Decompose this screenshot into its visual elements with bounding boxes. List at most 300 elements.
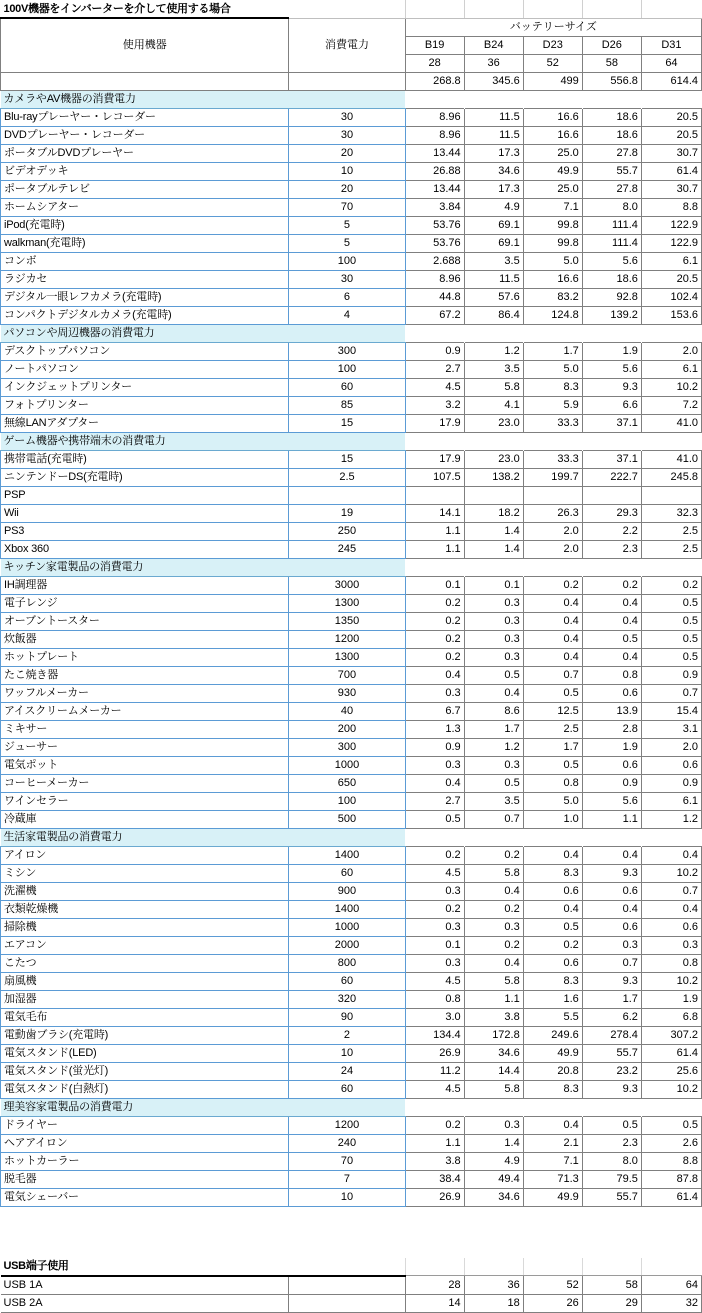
runtime-value: 8.6 [464,702,523,720]
section-header-value-spacer [641,324,701,342]
runtime-value: 8.96 [405,270,464,288]
runtime-value: 38.4 [405,1170,464,1188]
runtime-value: 3.1 [641,720,701,738]
runtime-value: 0.3 [464,630,523,648]
runtime-value: 55.7 [582,1188,641,1206]
runtime-value: 34.6 [464,162,523,180]
runtime-value: 0.3 [405,954,464,972]
runtime-value: 69.1 [464,234,523,252]
runtime-value: 138.2 [464,468,523,486]
section-header-value-spacer [464,90,523,108]
usb-runtime-value: 52 [523,1276,582,1295]
runtime-value: 6.1 [641,360,701,378]
runtime-value: 0.5 [641,648,701,666]
runtime-value: 107.5 [405,468,464,486]
section-header-value-spacer [582,90,641,108]
section-header-spacer [289,432,405,450]
runtime-value: 0.4 [405,774,464,792]
device-name: Xbox 360 [1,540,289,558]
runtime-value: 0.4 [523,900,582,918]
table-row [1,306,702,324]
runtime-value: 17.3 [464,180,523,198]
runtime-value: 17.3 [464,144,523,162]
device-power: 100 [289,252,405,270]
runtime-value: 5.9 [523,396,582,414]
usb-runtime-value: 28 [405,1276,464,1295]
device-name: 電気毛布 [1,1008,289,1026]
header-battery-amp: 64 [641,54,701,72]
header-battery-code: D31 [641,36,701,54]
device-name: PS3 [1,522,289,540]
runtime-value: 23.0 [464,450,523,468]
device-power: 100 [289,792,405,810]
table-row [1,918,702,936]
table-row [1,576,702,594]
blank-cell [405,1206,464,1224]
runtime-value: 0.2 [464,900,523,918]
table-row [1,648,702,666]
runtime-value: 79.5 [582,1170,641,1188]
runtime-value: 29.3 [582,504,641,522]
runtime-value: 124.8 [523,306,582,324]
runtime-value: 0.6 [641,918,701,936]
table-row [1,432,702,450]
title-spacer-cell [405,0,464,18]
runtime-value: 6.2 [582,1008,641,1026]
runtime-value: 0.2 [405,594,464,612]
runtime-value: 3.8 [464,1008,523,1026]
runtime-value: 0.4 [582,594,641,612]
runtime-value: 1.2 [464,738,523,756]
runtime-value: 13.44 [405,144,464,162]
device-power: 5 [289,234,405,252]
section-header-spacer [289,828,405,846]
runtime-value: 6.8 [641,1008,701,1026]
section-header-value-spacer [641,90,701,108]
runtime-value: 5.0 [523,252,582,270]
table-row [1,396,702,414]
runtime-value: 1.2 [641,810,701,828]
device-power: 20 [289,144,405,162]
runtime-value: 0.3 [405,684,464,702]
device-name: コンボ [1,252,289,270]
table-row [1,216,702,234]
runtime-value: 1.1 [405,522,464,540]
runtime-value: 0.4 [523,594,582,612]
device-power: 30 [289,270,405,288]
section-header-spacer [289,324,405,342]
section-header: キッチン家電製品の消費電力 [1,558,289,576]
runtime-value: 1.4 [464,540,523,558]
runtime-value: 1.4 [464,522,523,540]
runtime-value: 0.2 [582,576,641,594]
runtime-value: 33.3 [523,414,582,432]
usb-runtime-value: 14 [405,1294,464,1312]
runtime-value: 4.5 [405,972,464,990]
table-row [1,810,702,828]
runtime-value: 0.2 [641,576,701,594]
runtime-value: 12.5 [523,702,582,720]
device-power: 70 [289,198,405,216]
device-power: 10 [289,1044,405,1062]
runtime-value: 249.6 [523,1026,582,1044]
runtime-value: 23.2 [582,1062,641,1080]
device-name: ミシン [1,864,289,882]
runtime-value: 26.9 [405,1044,464,1062]
device-name: Blu-rayプレーヤー・レコーダー [1,108,289,126]
runtime-value [582,486,641,504]
device-power: 2.5 [289,468,405,486]
runtime-value: 0.8 [405,990,464,1008]
device-name: アイスクリームメーカー [1,702,289,720]
device-name: ワッフルメーカー [1,684,289,702]
table-row [1,1116,702,1134]
device-power: 60 [289,1080,405,1098]
runtime-value: 0.5 [641,630,701,648]
table-row [1,774,702,792]
runtime-value: 2.1 [523,1134,582,1152]
table-row [1,1170,702,1188]
device-name: 衣類乾燥機 [1,900,289,918]
runtime-value: 0.2 [405,846,464,864]
table-row [1,846,702,864]
usb-title-value-spacer [582,1258,641,1276]
runtime-value: 0.4 [582,648,641,666]
header-battery-capacity: 268.8 [405,72,464,90]
table-row [1,1152,702,1170]
device-name: 電気スタンド(白熱灯) [1,1080,289,1098]
runtime-value: 2.3 [582,1134,641,1152]
table-row [1,1224,702,1241]
runtime-value: 2.7 [405,360,464,378]
runtime-value: 0.3 [464,756,523,774]
device-name: オーブントースター [1,612,289,630]
section-header-spacer [289,558,405,576]
runtime-value: 7.1 [523,1152,582,1170]
runtime-value: 0.1 [464,576,523,594]
runtime-value: 30.7 [641,180,701,198]
runtime-value: 27.8 [582,180,641,198]
runtime-value: 23.0 [464,414,523,432]
runtime-value: 0.7 [641,684,701,702]
table-row [1,684,702,702]
device-power: 10 [289,162,405,180]
table-row [1,864,702,882]
table-row [1,666,702,684]
table-row [1,1241,702,1258]
usb-runtime-value: 58 [582,1276,641,1295]
section-header-value-spacer [582,1098,641,1116]
device-power: 15 [289,414,405,432]
device-power: 1350 [289,612,405,630]
runtime-value: 0.2 [405,1116,464,1134]
device-name: ドライヤー [1,1116,289,1134]
device-name: 炊飯器 [1,630,289,648]
runtime-value: 86.4 [464,306,523,324]
runtime-value: 37.1 [582,450,641,468]
runtime-value: 0.6 [523,882,582,900]
runtime-value: 9.3 [582,378,641,396]
table-row [1,900,702,918]
runtime-value: 37.1 [582,414,641,432]
runtime-value: 0.9 [641,774,701,792]
runtime-value: 4.9 [464,1152,523,1170]
runtime-value: 0.2 [523,936,582,954]
device-name: 携帯電話(充電時) [1,450,289,468]
runtime-value: 10.2 [641,864,701,882]
runtime-value: 61.4 [641,1044,701,1062]
table-row [1,1062,702,1080]
section-header: パソコンや周辺機器の消費電力 [1,324,289,342]
runtime-value: 1.1 [464,990,523,1008]
header-battery-code: D23 [523,36,582,54]
runtime-value: 278.4 [582,1026,641,1044]
runtime-value: 0.4 [464,882,523,900]
runtime-value: 1.7 [464,720,523,738]
runtime-value: 6.7 [405,702,464,720]
runtime-value: 0.9 [405,738,464,756]
runtime-value: 99.8 [523,216,582,234]
device-power: 90 [289,1008,405,1026]
table-row [1,18,702,36]
runtime-value: 3.5 [464,360,523,378]
runtime-value: 1.1 [405,540,464,558]
runtime-value: 13.44 [405,180,464,198]
device-power: 300 [289,738,405,756]
runtime-value: 5.0 [523,792,582,810]
runtime-value: 111.4 [582,234,641,252]
table-row [1,468,702,486]
runtime-value: 0.8 [582,666,641,684]
title-spacer-cell [523,0,582,18]
runtime-value: 49.9 [523,1044,582,1062]
table-row [1,558,702,576]
device-name: PSP [1,486,289,504]
runtime-value: 0.4 [523,1116,582,1134]
runtime-value: 0.5 [523,918,582,936]
section-header-value-spacer [405,324,464,342]
table-row [1,540,702,558]
device-power: 1000 [289,918,405,936]
runtime-value: 15.4 [641,702,701,720]
device-power: 930 [289,684,405,702]
runtime-value: 134.4 [405,1026,464,1044]
runtime-value: 26.9 [405,1188,464,1206]
runtime-value: 20.5 [641,108,701,126]
device-power: 900 [289,882,405,900]
table-row [1,342,702,360]
runtime-value: 0.3 [582,936,641,954]
runtime-value: 0.7 [464,810,523,828]
runtime-value: 0.2 [523,576,582,594]
runtime-value: 2.0 [523,522,582,540]
header-power-label: 消費電力 [289,18,405,72]
table-row [1,972,702,990]
blank-cell [1,1241,289,1258]
runtime-value: 0.9 [405,342,464,360]
table-row [1,990,702,1008]
runtime-value: 0.6 [582,756,641,774]
runtime-value: 1.2 [464,342,523,360]
runtime-value: 16.6 [523,126,582,144]
table-row [1,738,702,756]
runtime-value: 0.6 [523,954,582,972]
blank-cell [289,1241,405,1258]
usb-device-power [289,1294,405,1312]
table-row [1,720,702,738]
device-power: 70 [289,1152,405,1170]
runtime-value: 3.84 [405,198,464,216]
table-row [1,1026,702,1044]
device-name: ホットプレート [1,648,289,666]
runtime-value: 1.7 [582,990,641,1008]
runtime-value: 69.1 [464,216,523,234]
runtime-value: 0.5 [405,810,464,828]
runtime-value: 2.8 [582,720,641,738]
runtime-value: 20.5 [641,270,701,288]
blank-cell [523,1241,582,1258]
header-battery-amp: 28 [405,54,464,72]
device-name: ラジカセ [1,270,289,288]
header-battery-code: B24 [464,36,523,54]
runtime-value: 0.4 [641,846,701,864]
runtime-value: 0.6 [582,918,641,936]
section-header-value-spacer [523,324,582,342]
device-name: ポータブルテレビ [1,180,289,198]
runtime-value: 11.2 [405,1062,464,1080]
device-name: エアコン [1,936,289,954]
table-row [1,162,702,180]
device-name: 加湿器 [1,990,289,1008]
blank-cell [289,1206,405,1224]
device-name: 電動歯ブラシ(充電時) [1,1026,289,1044]
device-name: デスクトップパソコン [1,342,289,360]
runtime-value: 172.8 [464,1026,523,1044]
usb-device-power [289,1276,405,1295]
runtime-value: 0.3 [464,594,523,612]
blank-cell [641,1206,701,1224]
runtime-value: 5.6 [582,360,641,378]
runtime-value: 16.6 [523,270,582,288]
usb-runtime-value: 32 [641,1294,701,1312]
runtime-value: 8.3 [523,864,582,882]
usb-runtime-value: 26 [523,1294,582,1312]
runtime-value: 99.8 [523,234,582,252]
runtime-value: 6.1 [641,792,701,810]
header-battery-amp: 36 [464,54,523,72]
section-header-value-spacer [523,90,582,108]
runtime-value: 8.8 [641,1152,701,1170]
device-name: デジタル一眼レフカメラ(充電時) [1,288,289,306]
device-power: 1400 [289,900,405,918]
table-row [1,0,702,18]
runtime-value: 3.8 [405,1152,464,1170]
runtime-value: 0.4 [405,666,464,684]
device-power: 1300 [289,648,405,666]
device-power: 650 [289,774,405,792]
header-battery-capacity: 345.6 [464,72,523,90]
table-row [1,1134,702,1152]
runtime-value: 0.9 [641,666,701,684]
table-row [1,882,702,900]
runtime-value: 10.2 [641,378,701,396]
device-name: コーヒーメーカー [1,774,289,792]
blank-cell [464,1206,523,1224]
section-header-spacer [289,1098,405,1116]
runtime-value: 55.7 [582,162,641,180]
table-row [1,1080,702,1098]
runtime-value: 11.5 [464,108,523,126]
section-header-value-spacer [523,558,582,576]
runtime-value: 0.3 [405,882,464,900]
device-power: 2000 [289,936,405,954]
runtime-value: 0.5 [582,1116,641,1134]
device-power: 200 [289,720,405,738]
usb-runtime-value: 29 [582,1294,641,1312]
runtime-value: 2.5 [523,720,582,738]
blank-cell [582,1241,641,1258]
runtime-value: 0.8 [641,954,701,972]
section-header-value-spacer [582,324,641,342]
runtime-value: 0.1 [405,576,464,594]
runtime-value: 92.8 [582,288,641,306]
runtime-value: 4.5 [405,1080,464,1098]
runtime-value: 153.6 [641,306,701,324]
section-header-value-spacer [464,1098,523,1116]
table-row [1,1008,702,1026]
runtime-value: 0.3 [464,1116,523,1134]
runtime-value: 25.0 [523,144,582,162]
section-header-value-spacer [641,558,701,576]
device-name: 電気シェーバー [1,1188,289,1206]
runtime-value: 25.6 [641,1062,701,1080]
runtime-value: 0.2 [405,630,464,648]
runtime-value: 53.76 [405,216,464,234]
runtime-value: 18.6 [582,270,641,288]
runtime-value: 14.1 [405,504,464,522]
table-row [1,252,702,270]
device-name: 脱毛器 [1,1170,289,1188]
runtime-value: 5.8 [464,1080,523,1098]
runtime-value: 139.2 [582,306,641,324]
runtime-value: 1.7 [523,738,582,756]
section-header-value-spacer [405,90,464,108]
runtime-value: 5.8 [464,972,523,990]
header-device-spacer [1,72,289,90]
runtime-value: 0.1 [405,936,464,954]
runtime-value: 32.3 [641,504,701,522]
runtime-value: 0.3 [464,648,523,666]
runtime-value: 5.8 [464,378,523,396]
table-row [1,1294,702,1312]
device-name: 無線LANアダプター [1,414,289,432]
runtime-value: 0.5 [464,774,523,792]
runtime-value: 0.4 [523,612,582,630]
title-spacer-cell [464,0,523,18]
runtime-value: 1.6 [523,990,582,1008]
table-row [1,108,702,126]
runtime-value: 0.6 [582,882,641,900]
blank-cell [405,1224,464,1241]
device-name: walkman(充電時) [1,234,289,252]
title-spacer-cell [582,0,641,18]
usb-title-value-spacer [641,1258,701,1276]
table-row [1,1044,702,1062]
device-name: たこ焼き器 [1,666,289,684]
blank-cell [405,1241,464,1258]
header-battery-capacity: 499 [523,72,582,90]
table-row [1,1098,702,1116]
